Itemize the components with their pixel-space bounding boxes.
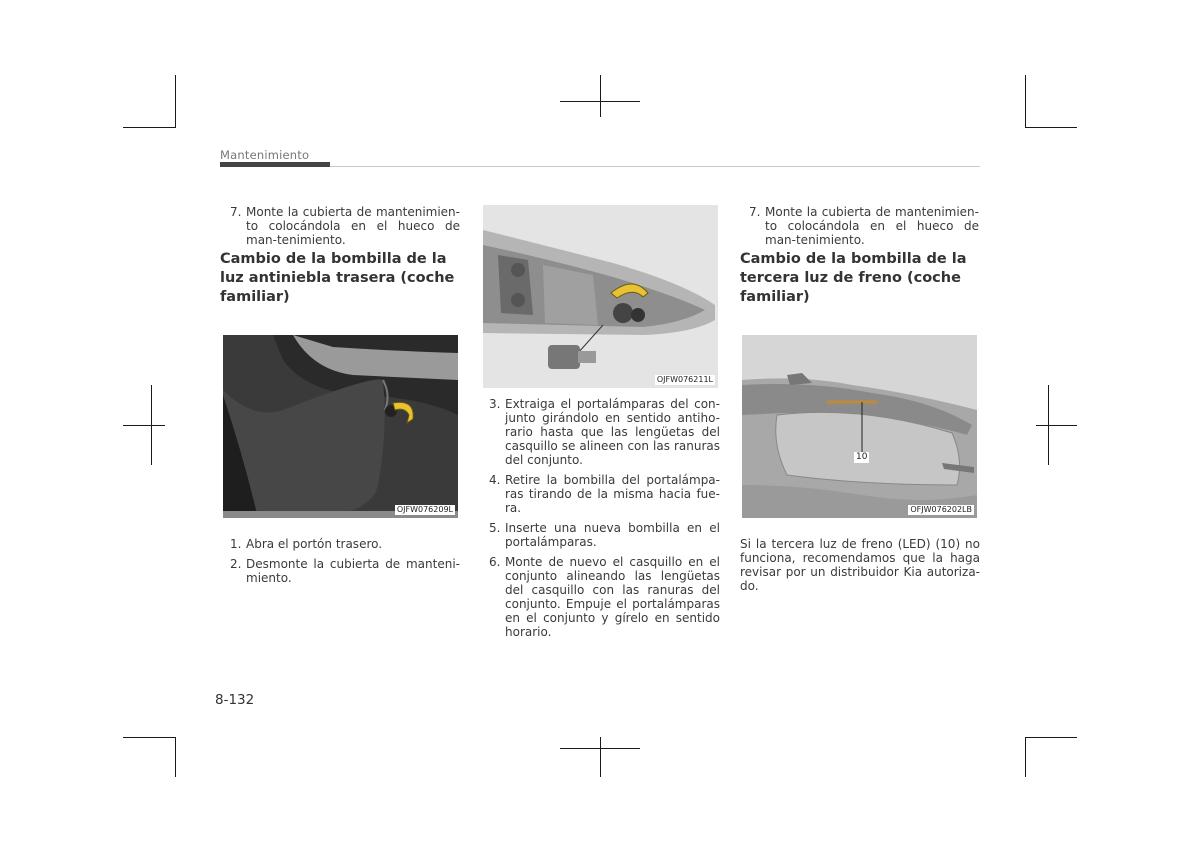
step-number: 5.	[489, 521, 501, 535]
step-text: Abra el portón trasero.	[246, 537, 383, 551]
header-rule	[330, 166, 980, 167]
step-number: 1.	[230, 537, 242, 551]
column-1	[230, 205, 460, 253]
step-number: 7.	[749, 205, 761, 219]
figure-caption: OFJW076202LB	[910, 505, 972, 514]
list-item	[489, 397, 720, 467]
step-text: Monte la cubierta de mantenimien-to colocándola en el hueco de man-tenimiento.	[765, 205, 979, 247]
list-item	[489, 473, 720, 515]
step-text: Retire la bombilla del portalámpa-ras tirando de la misma hacia fue-ra.	[505, 473, 720, 515]
section-heading: Cambio de la bombilla de la luz antiniebla trasera (coche familiar)	[220, 251, 455, 305]
column-3	[749, 205, 979, 253]
fog-light-cover-figure	[223, 335, 458, 518]
rear-lamp-illustration	[483, 205, 718, 388]
page-number: 8-132	[215, 692, 255, 708]
step-number: 4.	[489, 473, 501, 487]
step-number: 7.	[230, 205, 242, 219]
section-title: Mantenimiento	[220, 148, 310, 162]
step-number: 6.	[489, 555, 501, 569]
step-text: Monte de nuevo el casquillo en el conjunto alineando las lengüetas del casquillo con las ranuras del conjunto. Empuje el portalámparas en el conjunto y gírelo en sentido horario.	[505, 555, 720, 639]
step-text: Inserte una nueva bombilla en el portalámparas.	[505, 521, 720, 549]
tailgate-illustration	[223, 335, 458, 518]
figure-caption: OJFW076209L	[396, 505, 453, 514]
figure-caption: OJFW076211L	[656, 375, 713, 384]
list-item	[489, 521, 720, 549]
car-rear-illustration	[742, 335, 977, 518]
list-item	[489, 555, 720, 639]
list-item	[230, 557, 460, 585]
step-text: Extraiga el portalámparas del con-junto girándolo en sentido antiho-rario hasta que las lengüetas del casquillo se alineen con las ranuras del conjunto.	[505, 397, 720, 467]
step-number: 2.	[230, 557, 242, 571]
list-item	[230, 205, 460, 247]
step-number: 3.	[489, 397, 501, 411]
column-1-steps	[230, 537, 460, 591]
list-item	[749, 205, 979, 247]
list-item	[230, 537, 460, 551]
step-text: Desmonte la cubierta de manteni-miento.	[246, 557, 460, 585]
step-text: Monte la cubierta de mantenimien-to colocándola en el hueco de man-tenimiento.	[246, 205, 460, 247]
third-brake-light-figure	[742, 335, 977, 518]
callout-label: 10	[856, 452, 868, 462]
section-heading: Cambio de la bombilla de la tercera luz de freno (coche familiar)	[740, 251, 967, 305]
column-2-steps	[489, 397, 720, 645]
header-bar	[220, 162, 330, 167]
lamp-socket-figure	[483, 205, 718, 388]
body-paragraph: Si la tercera luz de freno (LED) (10) no funciona, recomendamos que la haga revisar por un distribuidor Kia autoriza-do.	[740, 537, 980, 593]
